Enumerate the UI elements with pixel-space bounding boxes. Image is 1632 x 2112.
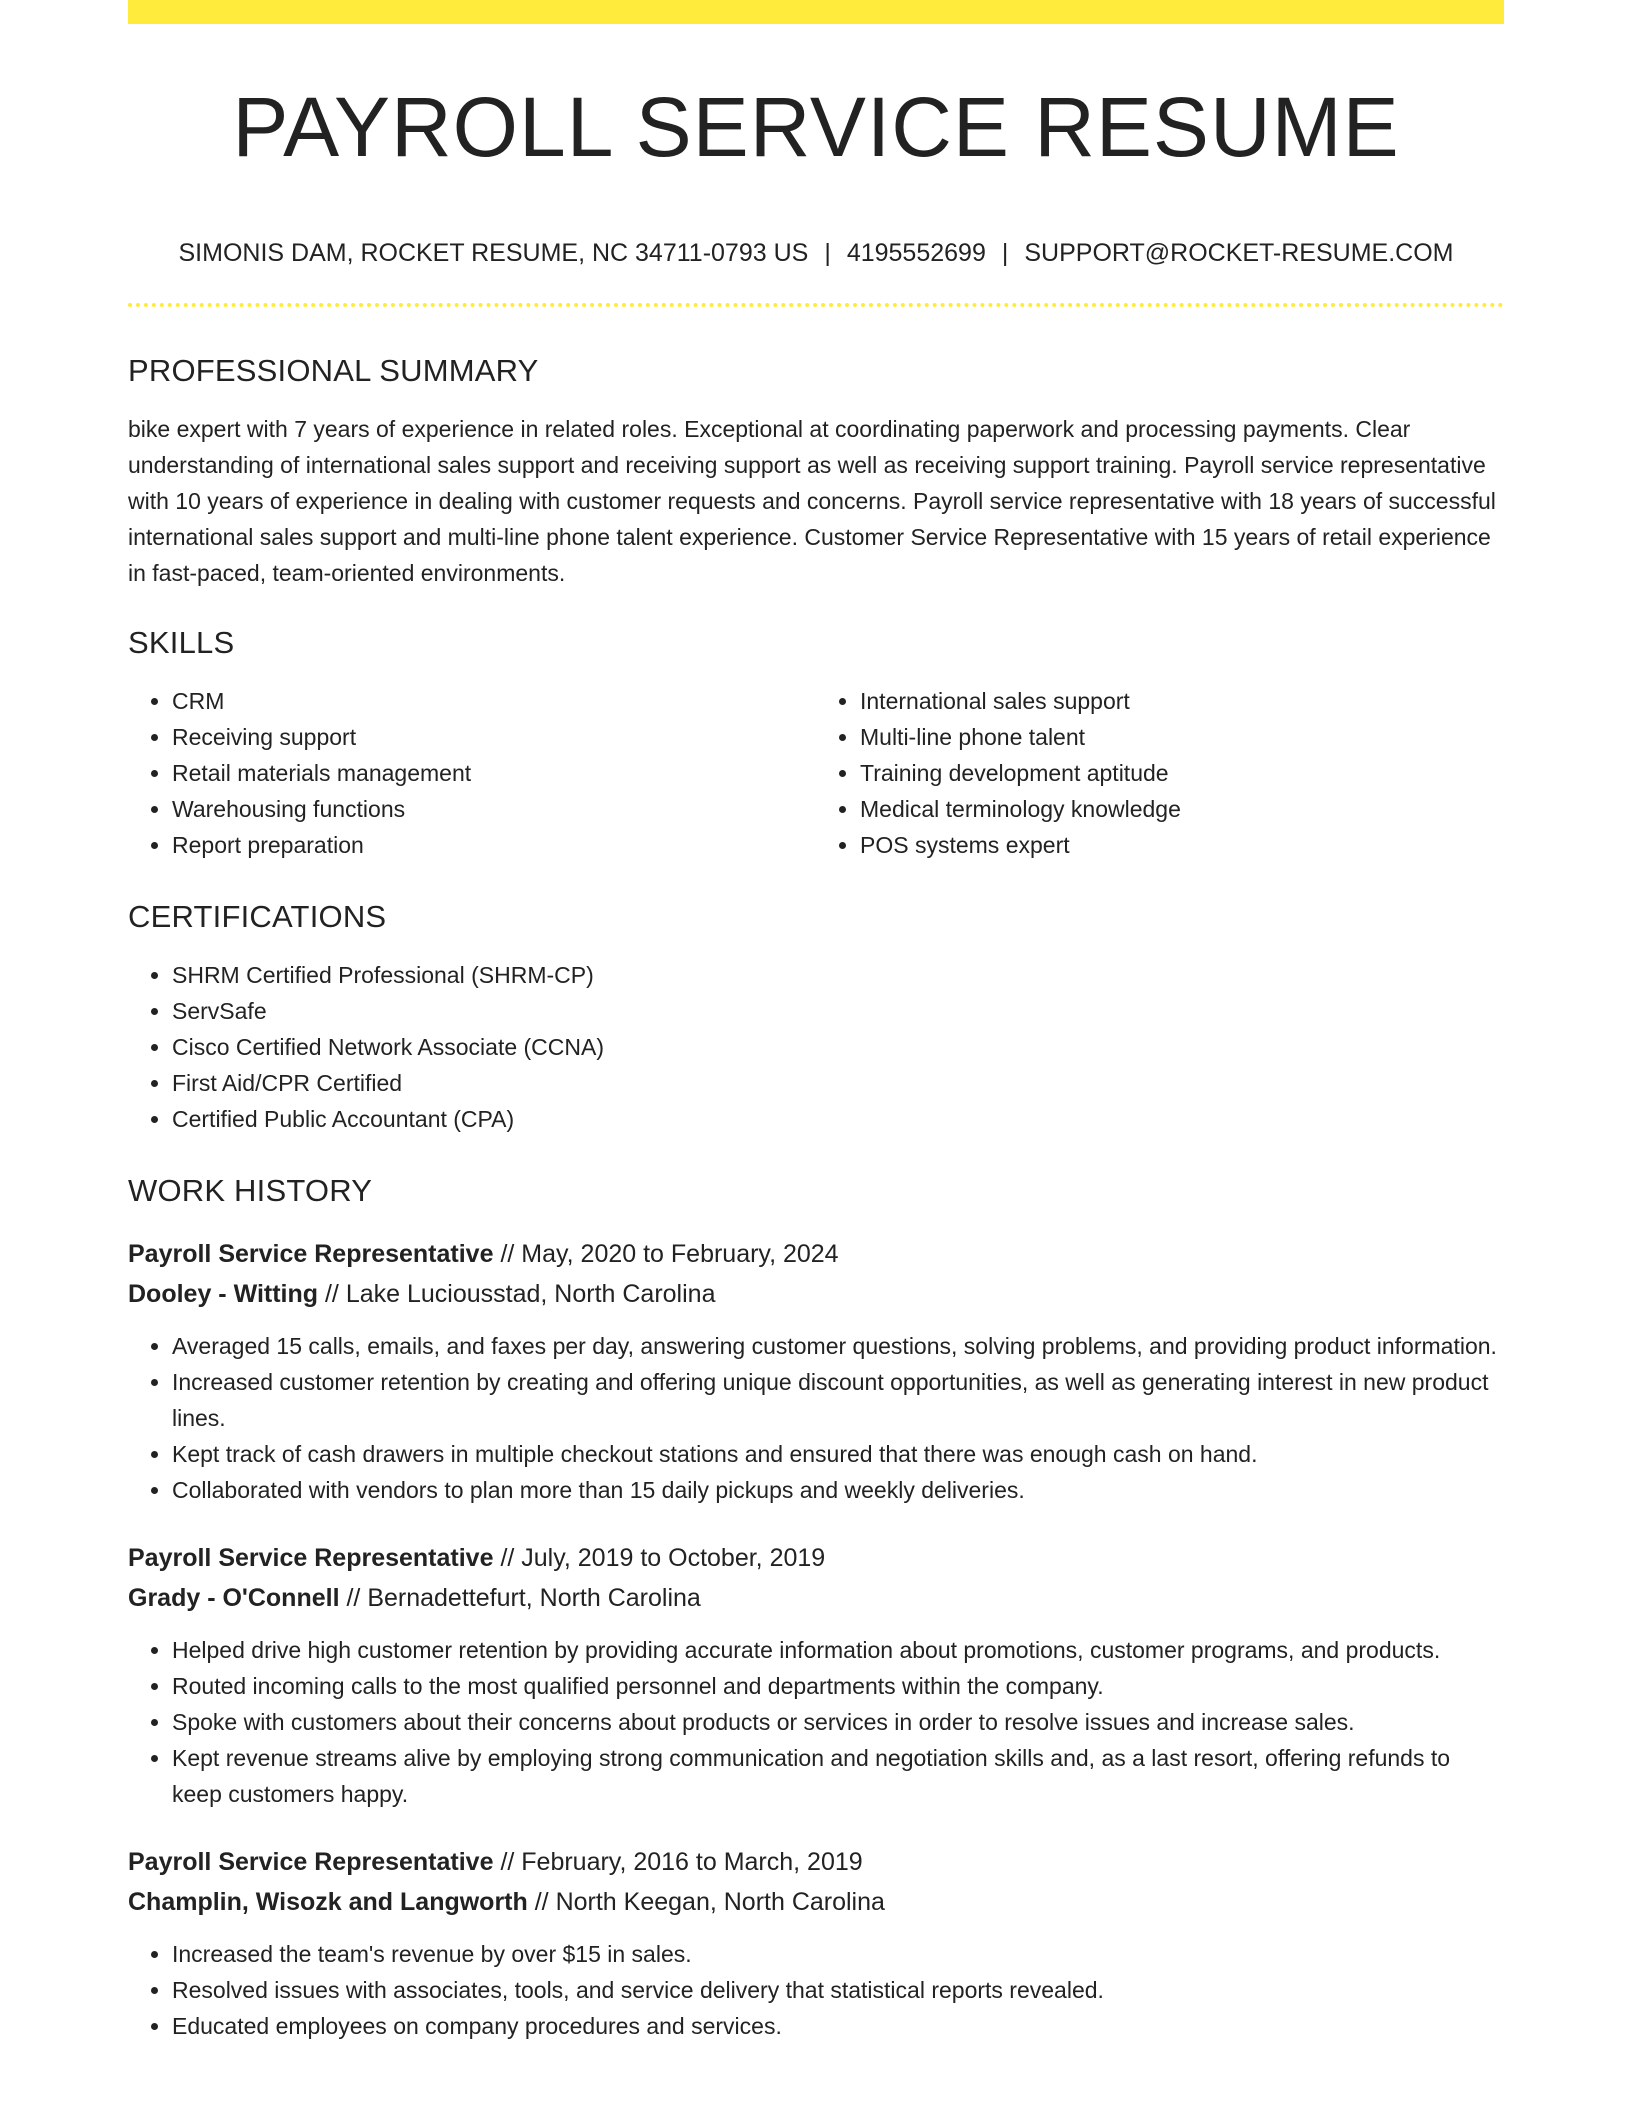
job-location: // North Keegan, North Carolina (534, 1888, 885, 1916)
certification-item: • Certified Public Accountant (CPA) (172, 1101, 1504, 1137)
certification-item: • ServSafe (172, 993, 1504, 1029)
skill-item: • Report preparation (172, 827, 816, 863)
contact-address: SIMONIS DAM, ROCKET RESUME, NC 34711-0793 US (178, 239, 809, 267)
job-company-line (128, 1578, 1504, 1618)
certification-item: • Cisco Certified Network Associate (CCNA) (172, 1029, 1504, 1065)
skills-list (128, 683, 1504, 863)
job-role: Payroll Service Representative (128, 1848, 494, 1876)
summary-heading: PROFESSIONAL SUMMARY (128, 353, 539, 388)
job-role: Payroll Service Representative (128, 1240, 494, 1268)
job-entry (128, 1234, 1504, 1508)
job-bullet: • Increased customer retention by creating and offering unique discount opportunities, as well as generating interest in new product lines. (172, 1364, 1504, 1436)
job-bullet: • Averaged 15 calls, emails, and faxes per day, answering customer questions, solving problems, and providing product information. (172, 1328, 1504, 1364)
work-history-heading: WORK HISTORY (128, 1173, 373, 1208)
skill-item: • Warehousing functions (172, 791, 816, 827)
certification-item: • First Aid/CPR Certified (172, 1065, 1504, 1101)
job-bullet: • Increased the team's revenue by over $15 in sales. (172, 1936, 1504, 1972)
skill-item: • Retail materials management (172, 755, 816, 791)
job-location: // Lake Luciousstad, North Carolina (324, 1280, 716, 1308)
dotted-divider (128, 303, 1504, 307)
job-bullet: • Educated employees on company procedures and services. (172, 2008, 1504, 2044)
certifications-list (128, 957, 1504, 1137)
job-role-line (128, 1538, 1504, 1578)
skill-item: • CRM (172, 683, 816, 719)
skill-item: • POS systems expert (860, 827, 1504, 863)
resume-page (128, 0, 1504, 2044)
job-bullet: • Collaborated with vendors to plan more than 15 daily pickups and weekly deliveries. (172, 1472, 1504, 1508)
job-dates: // May, 2020 to February, 2024 (500, 1240, 839, 1268)
job-company-line (128, 1882, 1504, 1922)
job-bullets (128, 1328, 1504, 1508)
skills-heading: SKILLS (128, 625, 235, 660)
job-entry (128, 1538, 1504, 1812)
job-role-line (128, 1842, 1504, 1882)
top-accent-bar (128, 0, 1504, 24)
job-location: // Bernadettefurt, North Carolina (346, 1584, 701, 1612)
job-dates: // February, 2016 to March, 2019 (500, 1848, 863, 1876)
job-bullet: • Kept track of cash drawers in multiple checkout stations and ensured that there was enough cash on hand. (172, 1436, 1504, 1472)
job-bullet: • Spoke with customers about their concerns about products or services in order to resolve issues and increase sales. (172, 1704, 1504, 1740)
job-bullets (128, 1936, 1504, 2044)
certifications-heading: CERTIFICATIONS (128, 899, 387, 934)
job-company: Grady - O'Connell (128, 1584, 340, 1612)
contact-email: SUPPORT@ROCKET-RESUME.COM (1024, 239, 1454, 267)
job-bullet: • Helped drive high customer retention by providing accurate information about promotions, customer programs, and products. (172, 1632, 1504, 1668)
job-role: Payroll Service Representative (128, 1544, 494, 1572)
job-dates: // July, 2019 to October, 2019 (500, 1544, 826, 1572)
resume-title: PAYROLL SERVICE RESUME (232, 80, 1400, 174)
summary-text: bike expert with 7 years of experience in related roles. Exceptional at coordinating paperwork and processing payments. Clear understanding of international sales support and receiving support as well as receiving support training. Payroll service representative with 10 years of experience in dealing with customer requests and concerns. Payroll service representative with 18 years of successful international sales support and multi-line phone talent experience. Customer Service Representative with 15 years of retail experience in fast-paced, team-oriented environments. (128, 416, 1496, 586)
job-company: Dooley - Witting (128, 1280, 319, 1308)
contact-line (128, 241, 1504, 266)
certification-item: • SHRM Certified Professional (SHRM-CP) (172, 957, 1504, 993)
skills-column-left (128, 683, 816, 863)
job-bullet: • Routed incoming calls to the most qualified personnel and departments within the company. (172, 1668, 1504, 1704)
skill-item: • Multi-line phone talent (860, 719, 1504, 755)
job-entry (128, 1842, 1504, 2044)
job-company-line (128, 1274, 1504, 1314)
contact-separator: | (1001, 239, 1009, 267)
job-role-line (128, 1234, 1504, 1274)
job-bullet: • Resolved issues with associates, tools, and service delivery that statistical reports revealed. (172, 1972, 1504, 2008)
skills-column-right (816, 683, 1504, 863)
skill-item: • Training development aptitude (860, 755, 1504, 791)
skill-item: • Medical terminology knowledge (860, 791, 1504, 827)
skill-item: • International sales support (860, 683, 1504, 719)
contact-separator: | (824, 239, 831, 267)
job-bullets (128, 1632, 1504, 1812)
skill-item: • Receiving support (172, 719, 816, 755)
job-company: Champlin, Wisozk and Langworth (128, 1888, 528, 1916)
contact-phone: 4195552699 (846, 239, 986, 267)
job-bullet: • Kept revenue streams alive by employing strong communication and negotiation skills and, as a last resort, offering refunds to keep customers happy. (172, 1740, 1504, 1812)
